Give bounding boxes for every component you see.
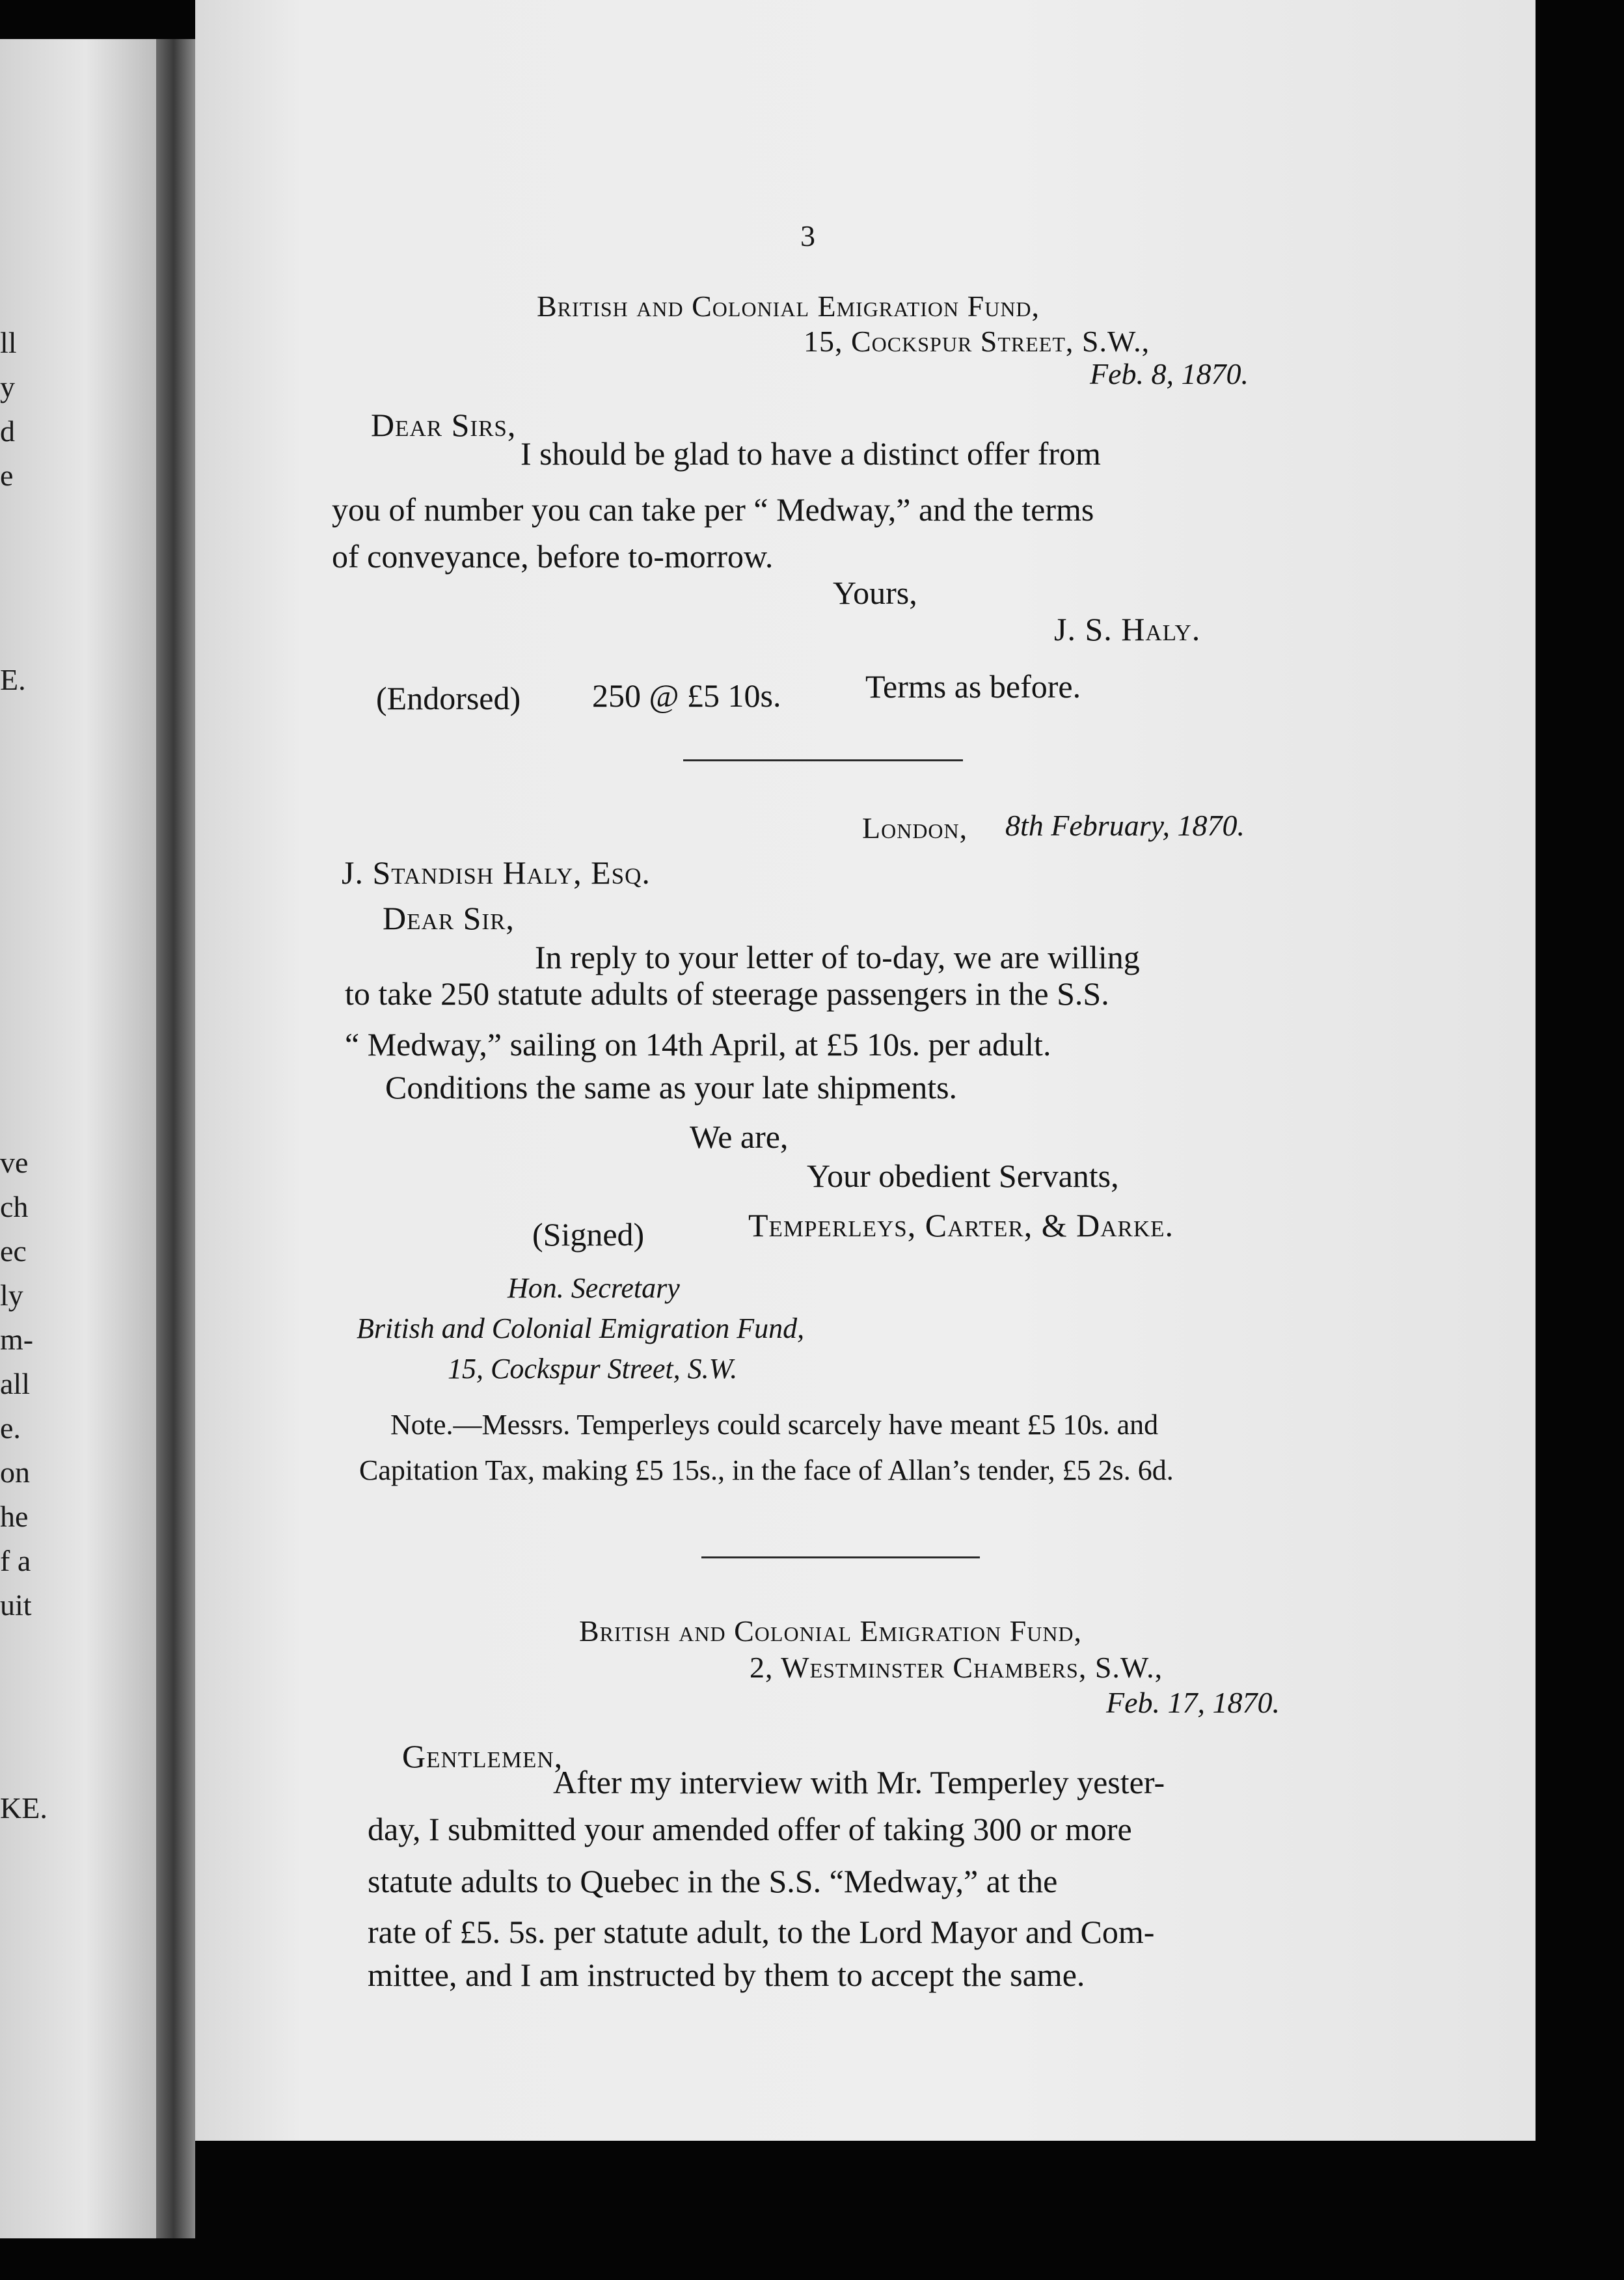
- letter-place: London,: [862, 811, 968, 845]
- left-fragment: KE.: [0, 1791, 47, 1825]
- salutation: Dear Sirs,: [371, 407, 517, 443]
- left-fragment: ve: [0, 1146, 29, 1179]
- left-fragment: ly: [0, 1279, 23, 1312]
- body-line: to take 250 statute adults of steerage passengers in the S.S.: [345, 975, 1109, 1012]
- left-fragment: E.: [0, 663, 26, 696]
- body-line: “ Medway,” sailing on 14th April, at £5 10s. per adult.: [345, 1026, 1051, 1063]
- salutation: Gentlemen,: [402, 1738, 563, 1774]
- signed-label: (Signed): [532, 1216, 645, 1253]
- left-fragment: m-: [0, 1323, 34, 1356]
- note-line: Note.—Messrs. Temperleys could scarcely have meant £5 10s. and: [390, 1409, 1159, 1441]
- addr-line: Hon. Secretary: [508, 1272, 680, 1304]
- section-divider: [701, 1556, 980, 1558]
- left-fragment: e: [0, 459, 14, 492]
- addr-line: 15, Cockspur Street, S.W.: [448, 1353, 738, 1385]
- left-fragment: d: [0, 414, 15, 448]
- left-fragment: ec: [0, 1234, 27, 1268]
- left-fragment: uit: [0, 1588, 32, 1622]
- left-fragment: e.: [0, 1411, 21, 1445]
- letter-date: Feb. 8, 1870.: [1090, 357, 1249, 390]
- body-line: After my interview with Mr. Temperley yester-: [553, 1764, 1165, 1800]
- body-line: statute adults to Quebec in the S.S. “Medway,” at the: [368, 1863, 1058, 1899]
- section-divider: [683, 759, 963, 761]
- body-line: of conveyance, before to-morrow.: [332, 538, 774, 575]
- body-line: rate of £5. 5s. per statute adult, to the Lord Mayor and Com-: [368, 1914, 1155, 1950]
- salutation: Dear Sir,: [383, 900, 515, 936]
- left-fragment: all: [0, 1367, 30, 1400]
- body-line: day, I submitted your amended offer of taking 300 or more: [368, 1811, 1132, 1847]
- letterhead-address: 2, Westminster Chambers, S.W.,: [750, 1651, 1163, 1684]
- left-fragment: f a: [0, 1544, 31, 1577]
- letter-date: Feb. 17, 1870.: [1106, 1686, 1280, 1719]
- note-line: Capitation Tax, making £5 15s., in the face of Allan’s tender, £5 2s. 6d.: [359, 1454, 1174, 1486]
- body-line: you of number you can take per “ Medway,” and the terms: [332, 491, 1094, 528]
- page-number: 3: [800, 219, 815, 252]
- letter-date: 8th February, 1870.: [1005, 809, 1245, 842]
- addr-line: British and Colonial Emigration Fund,: [357, 1312, 805, 1344]
- closing: Your obedient Servants,: [807, 1158, 1119, 1194]
- closing: We are,: [690, 1119, 789, 1155]
- left-fragment: he: [0, 1500, 29, 1533]
- left-fragment: y: [0, 370, 15, 403]
- body-line: I should be glad to have a distinct offer from: [521, 435, 1101, 472]
- left-fragment: ll: [0, 326, 17, 359]
- right-page: [195, 0, 1536, 2141]
- endorsed-value: 250 @ £5 10s.: [592, 677, 781, 714]
- left-page-edge: [0, 39, 156, 2238]
- endorsed-terms: Terms as before.: [865, 668, 1081, 705]
- left-fragment: on: [0, 1456, 30, 1489]
- book-gutter: [156, 39, 195, 2238]
- addressee: J. Standish Haly, Esq.: [342, 854, 651, 891]
- signature: J. S. Haly.: [1054, 611, 1201, 647]
- body-line: Conditions the same as your late shipments.: [385, 1069, 958, 1106]
- letterhead-address: 15, Cockspur Street, S.W.,: [804, 325, 1150, 358]
- endorsed-label: (Endorsed): [376, 680, 521, 716]
- left-fragment: ch: [0, 1190, 29, 1223]
- letterhead-org: British and Colonial Emigration Fund,: [537, 290, 1040, 323]
- letterhead-org: British and Colonial Emigration Fund,: [579, 1614, 1083, 1648]
- body-line: In reply to your letter of to-day, we are willing: [535, 939, 1140, 975]
- closing: Yours,: [833, 575, 917, 611]
- body-line: mittee, and I am instructed by them to accept the same.: [368, 1957, 1085, 1993]
- signatories: Temperleys, Carter, & Darke.: [748, 1207, 1174, 1243]
